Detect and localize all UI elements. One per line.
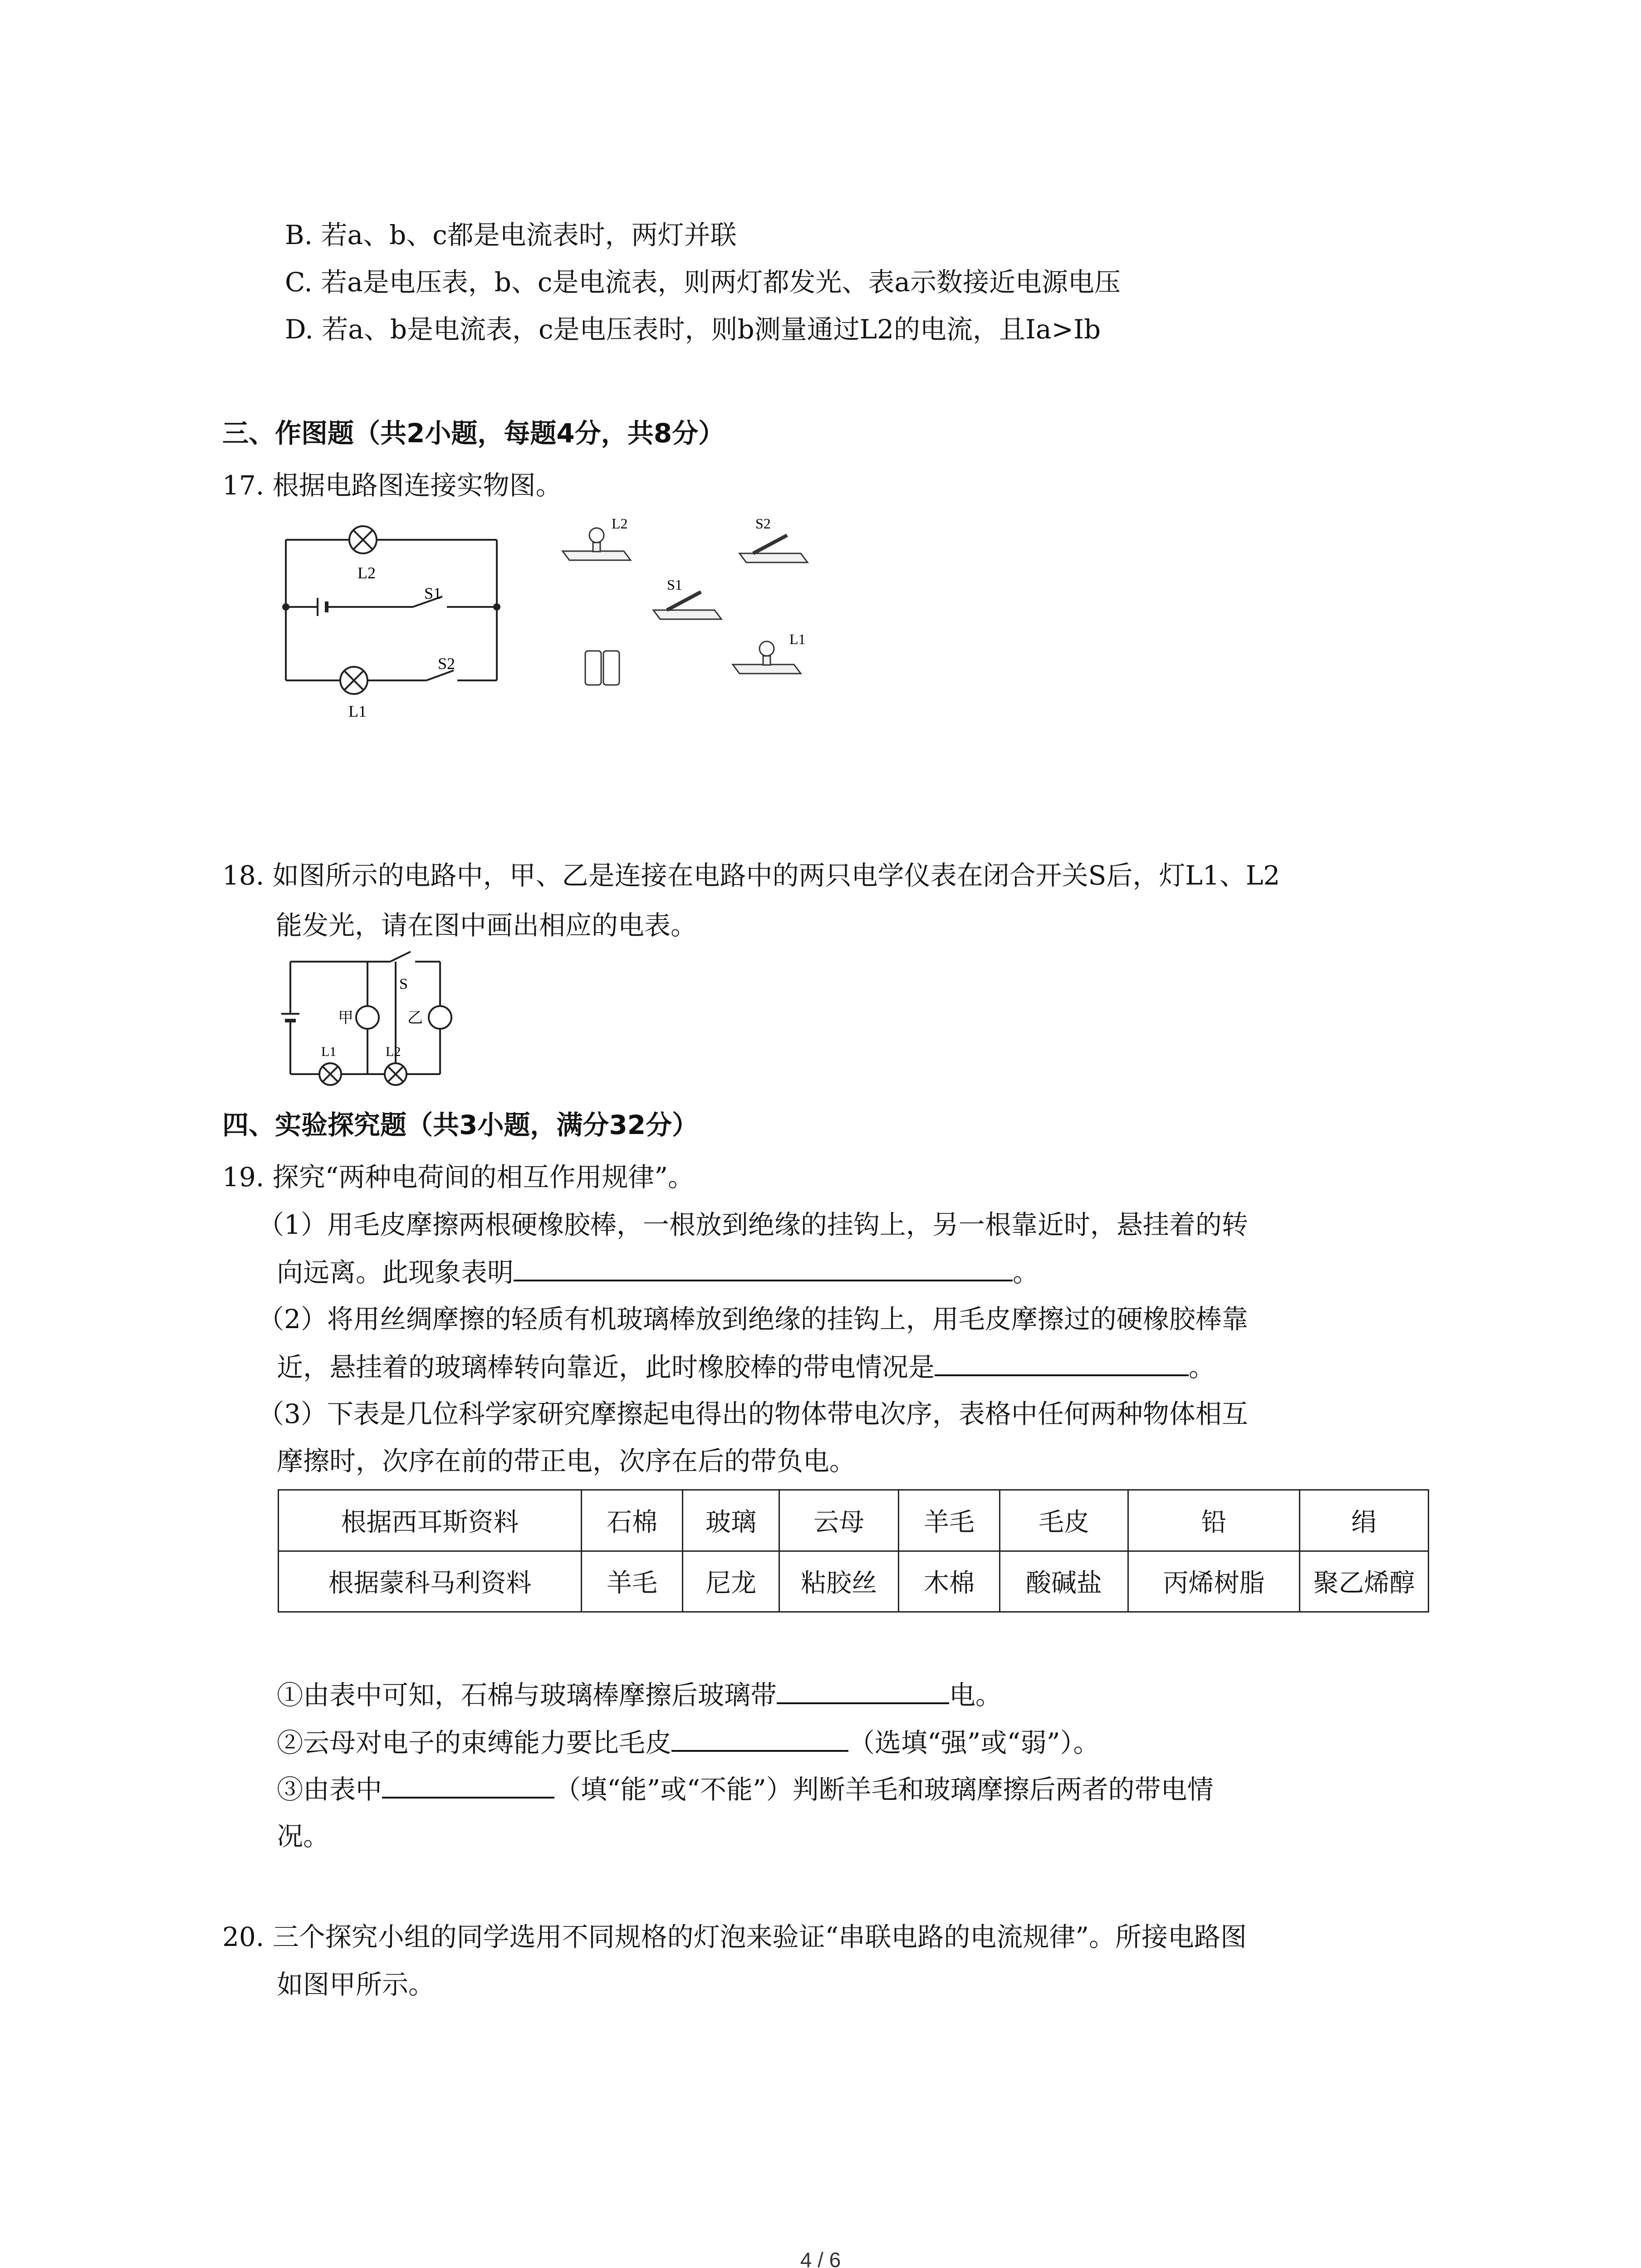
q18-line-1: 18. 如图所示的电路中，甲、乙是连接在电路中的两只电学仪表在闭合开关S后，灯L1、L2 bbox=[222, 860, 1280, 891]
q19-sub-1-text: ①由表中可知，石棉与玻璃棒摩擦后玻璃带 bbox=[277, 1680, 777, 1711]
table-cell: 木棉 bbox=[899, 1551, 1000, 1612]
table-cell: 酸碱盐 bbox=[1000, 1551, 1128, 1612]
q19-p1-text: 向远离。此现象表明 bbox=[277, 1257, 514, 1288]
table-cell: 玻璃 bbox=[683, 1490, 779, 1551]
q19-sub-2 bbox=[277, 1724, 1100, 1761]
option-d: D. 若a、b是电流表，c是电压表时，则b测量通过L2的电流，且Ia>Ib bbox=[285, 314, 1101, 345]
table-cell: 毛皮 bbox=[1000, 1490, 1128, 1551]
table-cell: 绢 bbox=[1300, 1490, 1429, 1551]
q17-phys-label-l1: L1 bbox=[789, 631, 806, 647]
q17-stem: 17. 根据电路图连接实物图。 bbox=[222, 470, 562, 501]
q18-label-l1: L1 bbox=[321, 1044, 337, 1059]
q19-p1-end: 。 bbox=[1013, 1257, 1039, 1288]
option-c: C. 若a是电压表，b、c是电流表，则两灯都发光、表a示数接近电源电压 bbox=[285, 267, 1121, 298]
q17-phys-label-s1: S1 bbox=[667, 577, 682, 593]
table-cell: 云母 bbox=[779, 1490, 899, 1551]
table-cell: 根据蒙科马利资料 bbox=[279, 1551, 582, 1612]
table-cell: 聚乙烯醇 bbox=[1300, 1551, 1429, 1612]
q17-circuit-diagram bbox=[272, 522, 508, 730]
q18-label-s: S bbox=[399, 976, 408, 992]
q17-label-s1: S1 bbox=[424, 584, 442, 602]
q19-p2-end: 。 bbox=[1189, 1352, 1215, 1383]
q17-label-l2: L2 bbox=[358, 564, 376, 582]
q19-sub-1-end: 电。 bbox=[949, 1680, 1002, 1711]
table-cell: 粘胶丝 bbox=[779, 1551, 899, 1612]
q19-p3-line-1: （3）下表是几位科学家研究摩擦起电得出的物体带电次序，表格中任何两种物体相互 bbox=[258, 1398, 1248, 1429]
q17-physical-components bbox=[558, 508, 839, 699]
q19-sub-2-text: ②云母对电子的束缚能力要比毛皮 bbox=[277, 1727, 672, 1758]
q19-answer-blank-5[interactable] bbox=[382, 1770, 554, 1799]
q19-sub-3-text: ③由表中 bbox=[277, 1774, 382, 1805]
table-cell: 铅 bbox=[1128, 1490, 1300, 1551]
q18-label-yi: 乙 bbox=[407, 1010, 423, 1026]
q18-label-l2: L2 bbox=[386, 1044, 401, 1059]
section-4-title: 四、实验探究题（共3小题，满分32分） bbox=[222, 1110, 699, 1140]
q19-p2-line-1: （2）将用丝绸摩擦的轻质有机玻璃棒放到绝缘的挂钩上，用毛皮摩擦过的硬橡胶棒靠 bbox=[258, 1304, 1248, 1334]
table-cell: 丙烯树脂 bbox=[1128, 1551, 1300, 1612]
q19-answer-blank-4[interactable] bbox=[671, 1724, 848, 1752]
option-b: B. 若a、b、c都是电流表时，两灯并联 bbox=[285, 220, 737, 250]
q19-sub-3 bbox=[277, 1770, 1214, 1808]
q19-sub-1 bbox=[277, 1676, 1002, 1713]
q18-circuit-diagram bbox=[272, 948, 472, 1098]
table-cell: 石棉 bbox=[582, 1490, 683, 1551]
q19-answer-blank-1[interactable] bbox=[514, 1253, 1013, 1281]
table-row bbox=[279, 1551, 1429, 1612]
q19-answer-blank-2[interactable] bbox=[935, 1348, 1189, 1376]
q19-p2-line-2 bbox=[277, 1348, 1215, 1385]
q19-p3-line-2: 摩擦时，次序在前的带正电，次序在后的带负电。 bbox=[277, 1446, 856, 1476]
section-3-title: 三、作图题（共2小题，每题4分，共8分） bbox=[222, 418, 725, 449]
q19-stem: 19. 探究“两种电荷间的相互作用规律”。 bbox=[222, 1162, 694, 1193]
q19-sub-2-end: （选填“强”或“弱”）。 bbox=[848, 1727, 1100, 1758]
q19-sub-3-end: （填“能”或“不能”）判断羊毛和玻璃摩擦后两者的带电情 bbox=[554, 1774, 1214, 1805]
q20-line-2: 如图甲所示。 bbox=[277, 1969, 435, 2000]
q17-phys-label-s2: S2 bbox=[755, 515, 771, 532]
q19-p1-line-2 bbox=[277, 1253, 1039, 1290]
q18-label-jia: 甲 bbox=[338, 1010, 353, 1026]
q17-label-l1: L1 bbox=[348, 702, 367, 720]
q19-sub-3-line-2: 况。 bbox=[277, 1821, 330, 1852]
table-cell: 根据西耳斯资料 bbox=[279, 1490, 582, 1551]
q20-line-1: 20. 三个探究小组的同学选用不同规格的灯泡来验证“串联电路的电流规律”。所接电路图 bbox=[222, 1921, 1247, 1952]
table-cell: 羊毛 bbox=[899, 1490, 1000, 1551]
table-row bbox=[279, 1490, 1429, 1551]
q19-answer-blank-3[interactable] bbox=[777, 1676, 949, 1704]
table-cell: 尼龙 bbox=[683, 1551, 779, 1612]
triboelectric-series-table bbox=[278, 1489, 1429, 1613]
q18-line-2: 能发光，请在图中画出相应的电表。 bbox=[276, 910, 697, 941]
q17-label-s2: S2 bbox=[438, 655, 456, 673]
q19-p2-text: 近，悬挂着的玻璃棒转向靠近，此时橡胶棒的带电情况是 bbox=[277, 1352, 935, 1383]
table-cell: 羊毛 bbox=[582, 1551, 683, 1612]
q17-phys-label-l2: L2 bbox=[612, 515, 628, 532]
q19-p1-line-1: （1）用毛皮摩擦两根硬橡胶棒，一根放到绝缘的挂钩上，另一根靠近时，悬挂着的转 bbox=[258, 1209, 1248, 1240]
page-number: 4 / 6 bbox=[800, 2248, 841, 2268]
